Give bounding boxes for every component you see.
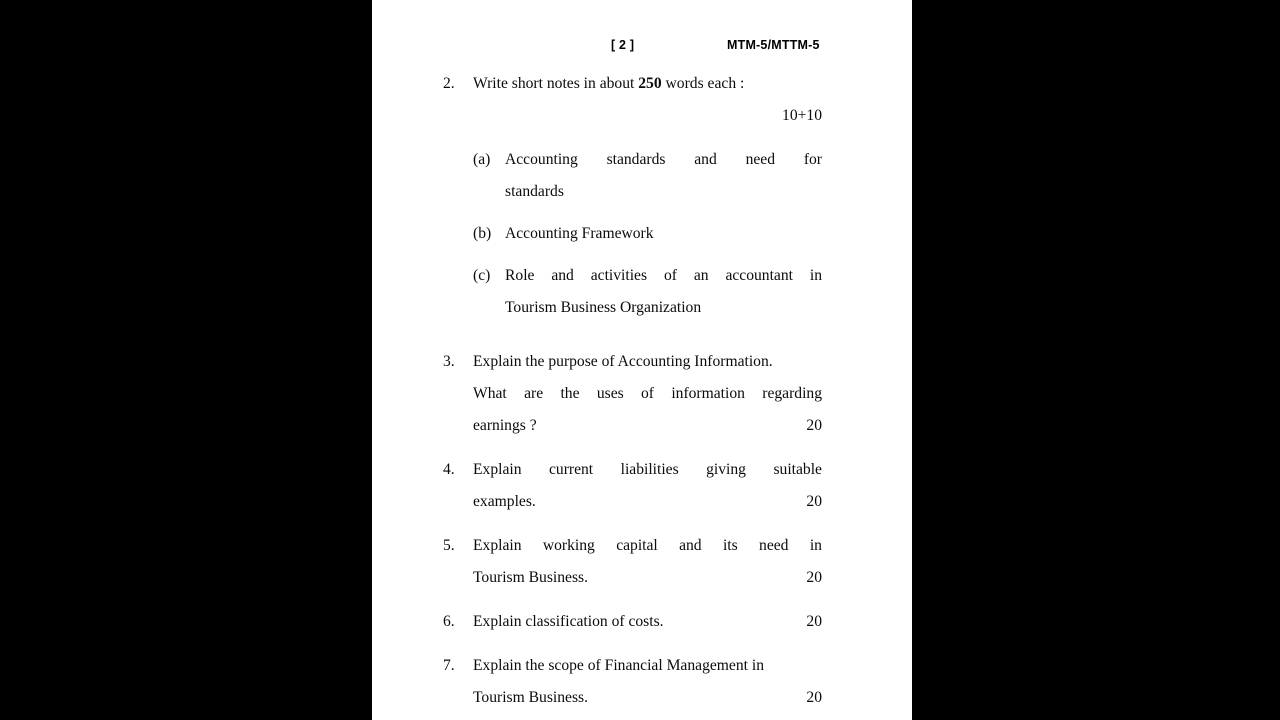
word: an [693,267,709,284]
sub-question-label: (b) [473,225,492,242]
word: activities [590,267,648,284]
word: Explain [473,537,522,554]
sub-question-text [505,144,822,208]
text-line: Explain the scope of Financial Management in [473,657,764,674]
sub-question-text [505,260,822,324]
word: need [759,537,789,554]
word: Explain [473,461,522,478]
text-line-content: Explain classification of costs. [473,613,664,630]
word: Accounting [505,151,578,168]
text-line [473,410,822,442]
word: giving [706,461,746,478]
page-number-label: [ 2 ] [611,38,635,52]
word: for [803,151,822,168]
question-text [473,530,822,594]
word: suitable [773,461,822,478]
question-number: 7. [443,657,455,674]
question-bold-word: 250 [638,75,662,92]
marks-value: 20 [806,493,822,510]
question-item [372,454,912,518]
word: Role [505,267,535,284]
question-item [372,606,912,638]
word: regarding [762,385,822,402]
text-line [473,682,822,714]
text-line [505,144,822,176]
text-line: Explain the purpose of Accounting Information. [473,353,773,370]
text-line [505,260,822,292]
word: accountant [725,267,793,284]
word: of [663,267,677,284]
question-list [372,68,912,720]
marks-value: 20 [806,417,822,434]
question-item [372,346,912,442]
text-line [473,378,822,410]
question-text [473,346,822,442]
word: in [809,267,823,284]
question-number: 6. [443,613,455,630]
word: need [745,151,776,168]
marks-value: 20 [806,689,822,706]
question-item [372,530,912,594]
question-text [473,650,822,714]
question-text [473,606,822,638]
question-text [473,68,822,100]
text-line-content: examples. [473,493,536,510]
marks-value: 10+10 [782,107,822,124]
sub-question-item [372,260,912,324]
question-text-part-2: words each : [661,75,745,92]
question-number: 4. [443,461,455,478]
question-number: 3. [443,353,455,370]
document-page [372,0,912,720]
word: What [473,385,507,402]
word: capital [616,537,658,554]
question-number: 2. [443,75,455,92]
text-line-content: Tourism Business. [473,569,589,586]
word: and [679,537,702,554]
text-line [473,606,822,638]
word: the [560,385,580,402]
question-number: 5. [443,537,455,554]
word: liabilities [620,461,679,478]
sub-question-item [372,218,912,250]
sub-question-label: (a) [473,151,491,168]
paper-code-label: MTM-5/MTTM-5 [727,38,820,52]
word: in [809,537,822,554]
word: information [671,385,745,402]
text-line: Tourism Business Organization [505,299,702,316]
word: current [548,461,594,478]
question-item [372,650,912,714]
word: are [524,385,544,402]
text-line [473,486,822,518]
word: and [551,267,574,284]
question-item [372,68,912,132]
marks-value: 20 [806,569,822,586]
text-line: Accounting Framework [505,225,654,242]
marks-value: 20 [806,613,822,630]
page-header [372,38,912,56]
sub-question-text [505,218,822,250]
sub-question-item [372,144,912,208]
word: and [694,151,717,168]
question-text [473,454,822,518]
word: standards [606,151,666,168]
text-line-content: earnings ? [473,417,537,434]
question-text-part-1: Write short notes in about [473,75,639,92]
sub-question-label: (c) [473,267,491,284]
text-line [473,530,822,562]
text-line [473,454,822,486]
word: working [542,537,595,554]
word: uses [596,385,624,402]
text-line-content: Tourism Business. [473,689,589,706]
word: of [641,385,654,402]
text-line [473,562,822,594]
text-line: standards [505,183,564,200]
word: its [722,537,738,554]
